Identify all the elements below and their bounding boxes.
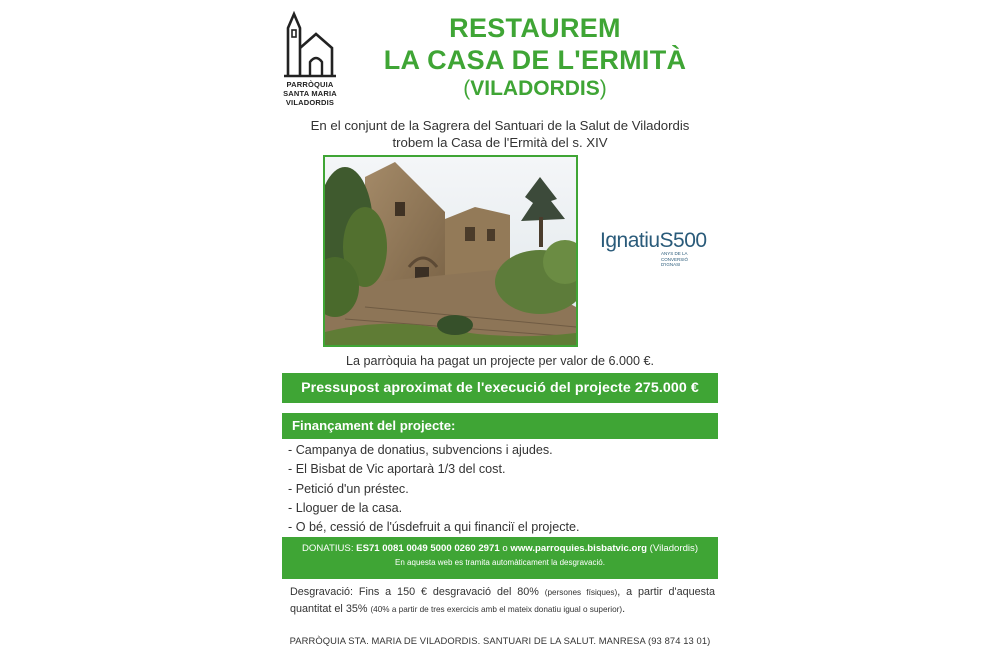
donations-note: En aquesta web es tramita automàticament la desgravació.	[395, 558, 605, 567]
donations-web-note: (Viladordis)	[647, 543, 699, 554]
intro-text	[280, 117, 720, 151]
list-item: - Petició d'un préstec.	[288, 481, 409, 496]
poster-title	[360, 12, 710, 102]
deduction-part-3: .	[622, 603, 626, 615]
donations-web-link[interactable]: www.parroquies.bisbatvic.org	[510, 543, 648, 554]
deduction-part-1: Desgravació: Fins a 150 € desgravació del 80%	[290, 586, 545, 598]
deduction-part-2: , a partir d'aquesta quantitat el 35%	[290, 586, 715, 615]
ignatius-small-3: D'IGNASI	[661, 262, 681, 267]
title-line-2: LA CASA DE L'ERMITÀ	[383, 45, 687, 75]
deduction-small-1: (persones físiques)	[544, 588, 618, 597]
chapel-icon	[280, 10, 340, 78]
donations-iban: ES71 0081 0049 5000 0260 2971	[356, 543, 500, 554]
deduction-small-2: (40% a partir de tres exercicis amb el mateix donatiu igual o superior)	[370, 605, 623, 614]
donations-line	[282, 542, 718, 556]
title-line-1: RESTAUREM	[449, 13, 621, 43]
list-item: - El Bisbat de Vic aportarà 1/3 del cost.	[288, 462, 506, 477]
title-line-3	[360, 76, 710, 102]
ignatius-small-1: ANYS DE LA	[661, 251, 688, 256]
financing-heading: Finançament del projecte:	[282, 413, 718, 439]
logo-line-2: SANTA MARIA	[283, 89, 337, 98]
financing-list	[288, 441, 718, 537]
list-item: - Campanya de donatius, subvencions i ajudes.	[288, 443, 553, 457]
title-paren-close: )	[599, 77, 607, 100]
title-place: VILADORDIS	[470, 77, 600, 100]
intro-line-1: En el conjunt de la Sagrera del Santuari de la Salut de Viladordis	[310, 118, 690, 133]
house-photo	[323, 155, 578, 347]
list-item: - O bé, cessió de l'úsdefruit a qui financiï el projecte.	[288, 520, 580, 535]
paid-text: La parròquia ha pagat un projecte per valor de 6.000 €.	[345, 354, 655, 368]
logo-line-1: PARRÒQUIA	[286, 80, 334, 89]
ignatius-wordmark: IgnatiuS500	[600, 229, 707, 252]
title-paren-open: (	[463, 77, 471, 100]
list-item: - Lloguer de la casa.	[288, 500, 403, 515]
deduction-text	[290, 584, 715, 618]
budget-banner: Pressupost aproximat de l'execució del projecte 275.000 €	[282, 373, 718, 403]
donations-box	[282, 537, 718, 579]
ignatius-logo	[600, 229, 720, 267]
donations-label: DONATIUS:	[301, 543, 357, 554]
donations-or: o	[499, 543, 511, 554]
footer-contact: PARRÒQUIA STA. MARIA DE VILADORDIS. SANTUARI DE LA SALUT. MANRESA (93 874 13 01)	[289, 635, 711, 646]
logo-line-3: VILADORDIS	[285, 98, 335, 107]
intro-line-2: trobem la Casa de l'Ermità del s. XIV	[392, 135, 608, 150]
ignatius-small-2: CONVERSIÓ	[661, 256, 689, 262]
parish-logo	[280, 10, 340, 107]
